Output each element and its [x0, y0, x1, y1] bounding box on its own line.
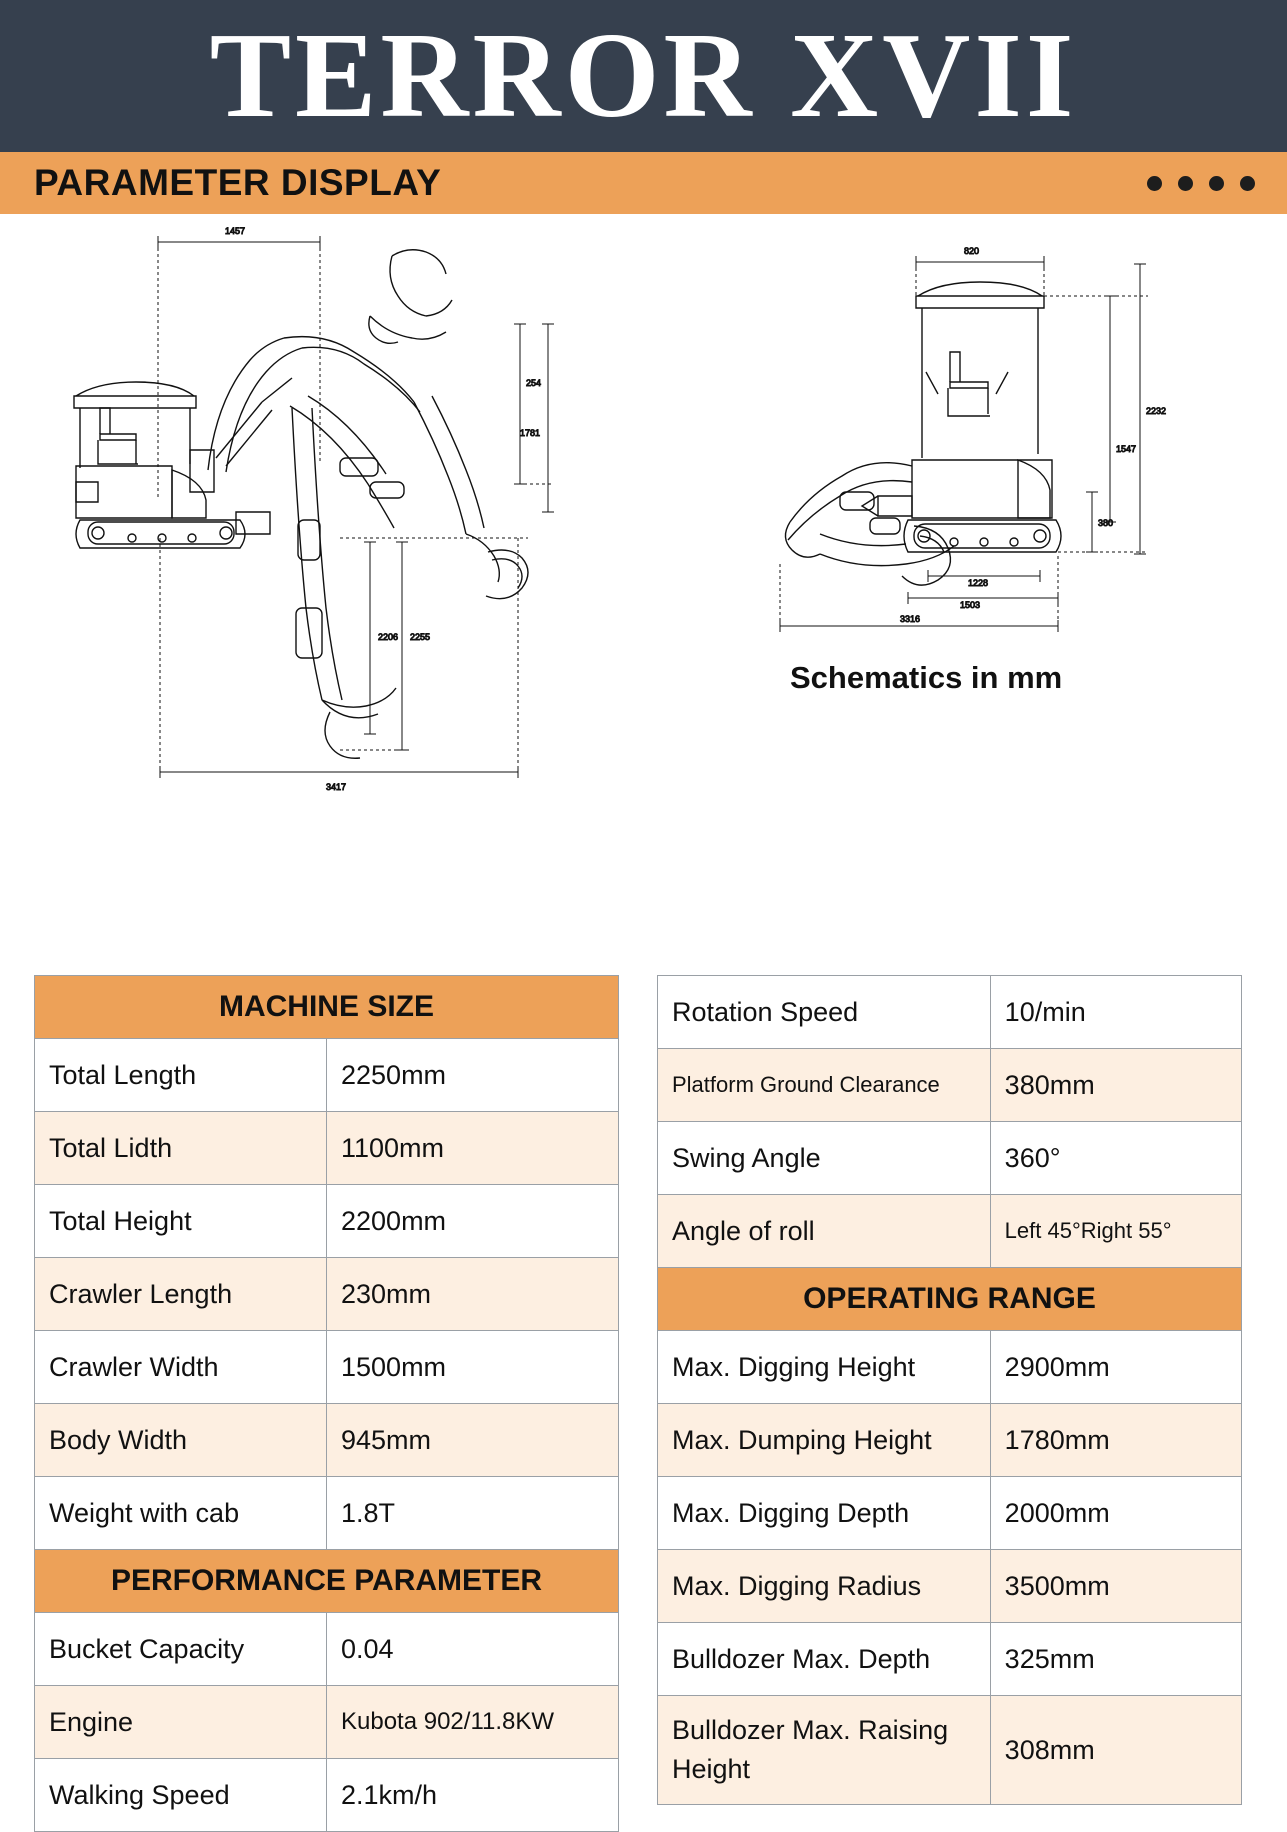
- row-label: Crawler Width: [35, 1331, 327, 1404]
- svg-text:1228: 1228: [968, 578, 989, 588]
- dot-icon: [1240, 176, 1255, 191]
- table-row: [35, 1258, 619, 1331]
- svg-text:3316: 3316: [900, 614, 921, 624]
- operating-range-header: OPERATING RANGE: [658, 1268, 1242, 1331]
- svg-text:820: 820: [964, 246, 980, 256]
- schematic-drawings: [0, 220, 1287, 840]
- row-label: Bulldozer Max. Raising Height: [658, 1696, 991, 1805]
- svg-text:1547: 1547: [1116, 444, 1137, 454]
- svg-text:1781: 1781: [520, 428, 541, 438]
- table-row: [658, 1404, 1242, 1477]
- row-label: Weight with cab: [35, 1477, 327, 1550]
- operating-parameters-table: [657, 975, 1242, 1805]
- svg-text:2206: 2206: [378, 632, 399, 642]
- table-row: [35, 1613, 619, 1686]
- row-label: Max. Dumping Height: [658, 1404, 991, 1477]
- row-label: Bulldozer Max. Depth: [658, 1623, 991, 1696]
- row-label: Max. Digging Depth: [658, 1477, 991, 1550]
- table-row: [35, 1404, 619, 1477]
- row-label: Platform Ground Clearance: [658, 1049, 991, 1122]
- table-row: [658, 1623, 1242, 1696]
- svg-text:254: 254: [526, 378, 542, 388]
- row-label: Total Lidth: [35, 1112, 327, 1185]
- row-label: Walking Speed: [35, 1759, 327, 1832]
- table-row: [35, 1185, 619, 1258]
- table-row: [35, 1331, 619, 1404]
- row-value: 2000mm: [990, 1477, 1241, 1550]
- row-label: Max. Digging Radius: [658, 1550, 991, 1623]
- dot-indicator-group: [1147, 176, 1265, 191]
- row-label: Angle of roll: [658, 1195, 991, 1268]
- row-value: 360°: [990, 1122, 1241, 1195]
- table-row: [658, 1195, 1242, 1268]
- subtitle-label: PARAMETER DISPLAY: [34, 162, 442, 203]
- svg-text:3417: 3417: [326, 782, 347, 792]
- schematics-caption: Schematics in mm: [790, 660, 1063, 695]
- row-value: 945mm: [327, 1404, 619, 1477]
- row-label: Bucket Capacity: [35, 1613, 327, 1686]
- page-title: TERROR XVII: [209, 8, 1078, 143]
- row-value: 1780mm: [990, 1404, 1241, 1477]
- table-row: [658, 1331, 1242, 1404]
- row-value: 3500mm: [990, 1550, 1241, 1623]
- row-value: 230mm: [327, 1258, 619, 1331]
- svg-text:2232: 2232: [1146, 406, 1167, 416]
- table-row: [35, 1477, 619, 1550]
- row-label: Total Height: [35, 1185, 327, 1258]
- parameter-tables: [0, 975, 1287, 1832]
- row-value: 2250mm: [327, 1039, 619, 1112]
- svg-text:1457: 1457: [225, 226, 246, 236]
- table-row: [658, 1049, 1242, 1122]
- subtitle-bar: [0, 152, 1287, 214]
- table-row: [658, 976, 1242, 1049]
- table-row: [658, 1477, 1242, 1550]
- row-value: 2.1km/h: [327, 1759, 619, 1832]
- row-value: Kubota 902/11.8KW: [327, 1686, 619, 1759]
- row-value: 325mm: [990, 1623, 1241, 1696]
- table-header-row: [658, 1268, 1242, 1331]
- table-row: [35, 1686, 619, 1759]
- row-value: 1100mm: [327, 1112, 619, 1185]
- row-label: Engine: [35, 1686, 327, 1759]
- row-value: 2900mm: [990, 1331, 1241, 1404]
- excavator-rear-view-drawing: [700, 234, 1220, 654]
- table-row: [658, 1550, 1242, 1623]
- row-value: Left 45°Right 55°: [990, 1195, 1241, 1268]
- machine-size-header: MACHINE SIZE: [35, 976, 619, 1039]
- row-label: Crawler Length: [35, 1258, 327, 1331]
- dot-icon: [1178, 176, 1193, 191]
- row-value: 10/min: [990, 976, 1241, 1049]
- dot-icon: [1147, 176, 1162, 191]
- svg-text:380: 380: [1098, 518, 1114, 528]
- right-table-column: [657, 975, 1242, 1832]
- left-table-column: [34, 975, 619, 1832]
- row-value: 380mm: [990, 1049, 1241, 1122]
- row-label: Body Width: [35, 1404, 327, 1477]
- table-row: [658, 1122, 1242, 1195]
- svg-text:1503: 1503: [960, 600, 981, 610]
- table-row: [35, 1759, 619, 1832]
- table-row: [35, 1112, 619, 1185]
- row-label: Rotation Speed: [658, 976, 991, 1049]
- table-row: [658, 1696, 1242, 1805]
- dot-icon: [1209, 176, 1224, 191]
- row-value: 308mm: [990, 1696, 1241, 1805]
- table-row: [35, 1039, 619, 1112]
- title-bar: [0, 0, 1287, 152]
- table-header-row: [35, 1550, 619, 1613]
- row-value: 1500mm: [327, 1331, 619, 1404]
- row-value: 0.04: [327, 1613, 619, 1686]
- excavator-side-view-drawing: [40, 220, 640, 820]
- row-label: Total Length: [35, 1039, 327, 1112]
- row-label: Swing Angle: [658, 1122, 991, 1195]
- row-value: 2200mm: [327, 1185, 619, 1258]
- svg-text:2255: 2255: [410, 632, 431, 642]
- table-header-row: [35, 976, 619, 1039]
- machine-size-table: [34, 975, 619, 1832]
- performance-parameter-header: PERFORMANCE PARAMETER: [35, 1550, 619, 1613]
- row-label: Max. Digging Height: [658, 1331, 991, 1404]
- row-value: 1.8T: [327, 1477, 619, 1550]
